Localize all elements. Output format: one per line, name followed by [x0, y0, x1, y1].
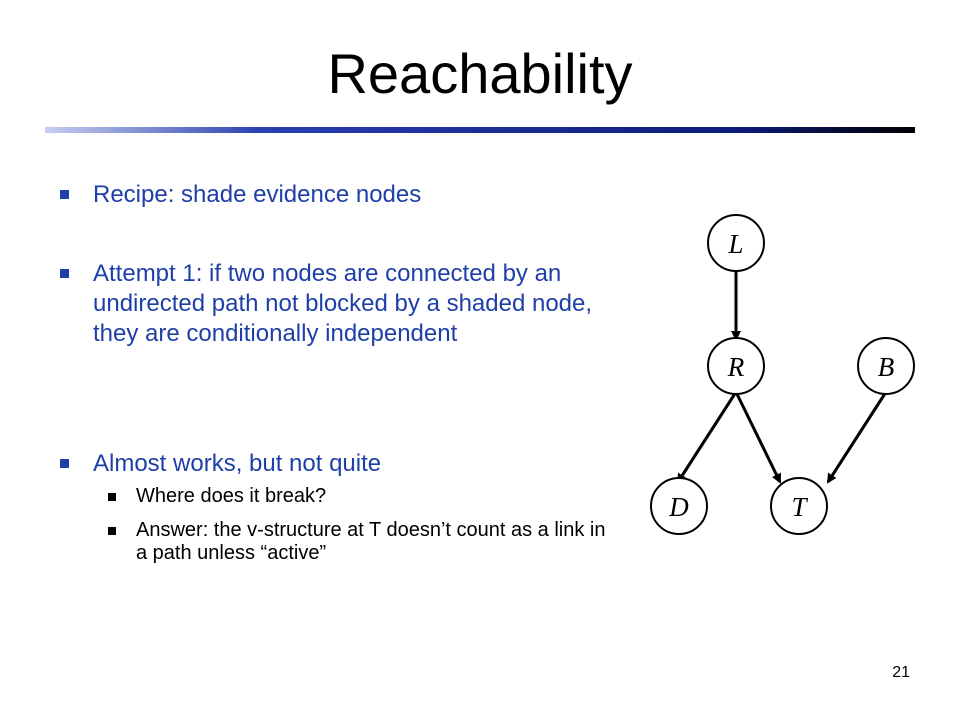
node-label-t: T [791, 492, 807, 522]
node-label-l: L [728, 229, 744, 259]
bullet-text: Attempt 1: if two nodes are connected by an undirected path not blocked by a shaded node, they are conditionally independent [93, 260, 593, 347]
sub-bullet-text: Answer: the v-structure at T doesn’t count as a link in a path unless “active” [136, 519, 606, 564]
node-l [708, 215, 764, 271]
bullet-text: Almost works, but not quite [93, 450, 382, 477]
bullet-text: Recipe: shade evidence nodes [93, 181, 422, 208]
edge-b-t [828, 392, 886, 482]
node-b [858, 338, 914, 394]
node-d [651, 478, 707, 534]
node-label-r: R [727, 352, 745, 382]
page-number: 21 [892, 664, 910, 681]
edge-r-t [736, 392, 780, 482]
edge-r-d [678, 392, 736, 482]
node-label-d: D [669, 492, 689, 522]
sub-bullet-text: Where does it break? [136, 485, 327, 507]
slide-title: Reachability [327, 42, 633, 105]
node-t [771, 478, 827, 534]
node-label-b: B [877, 352, 895, 382]
node-r [708, 338, 764, 394]
